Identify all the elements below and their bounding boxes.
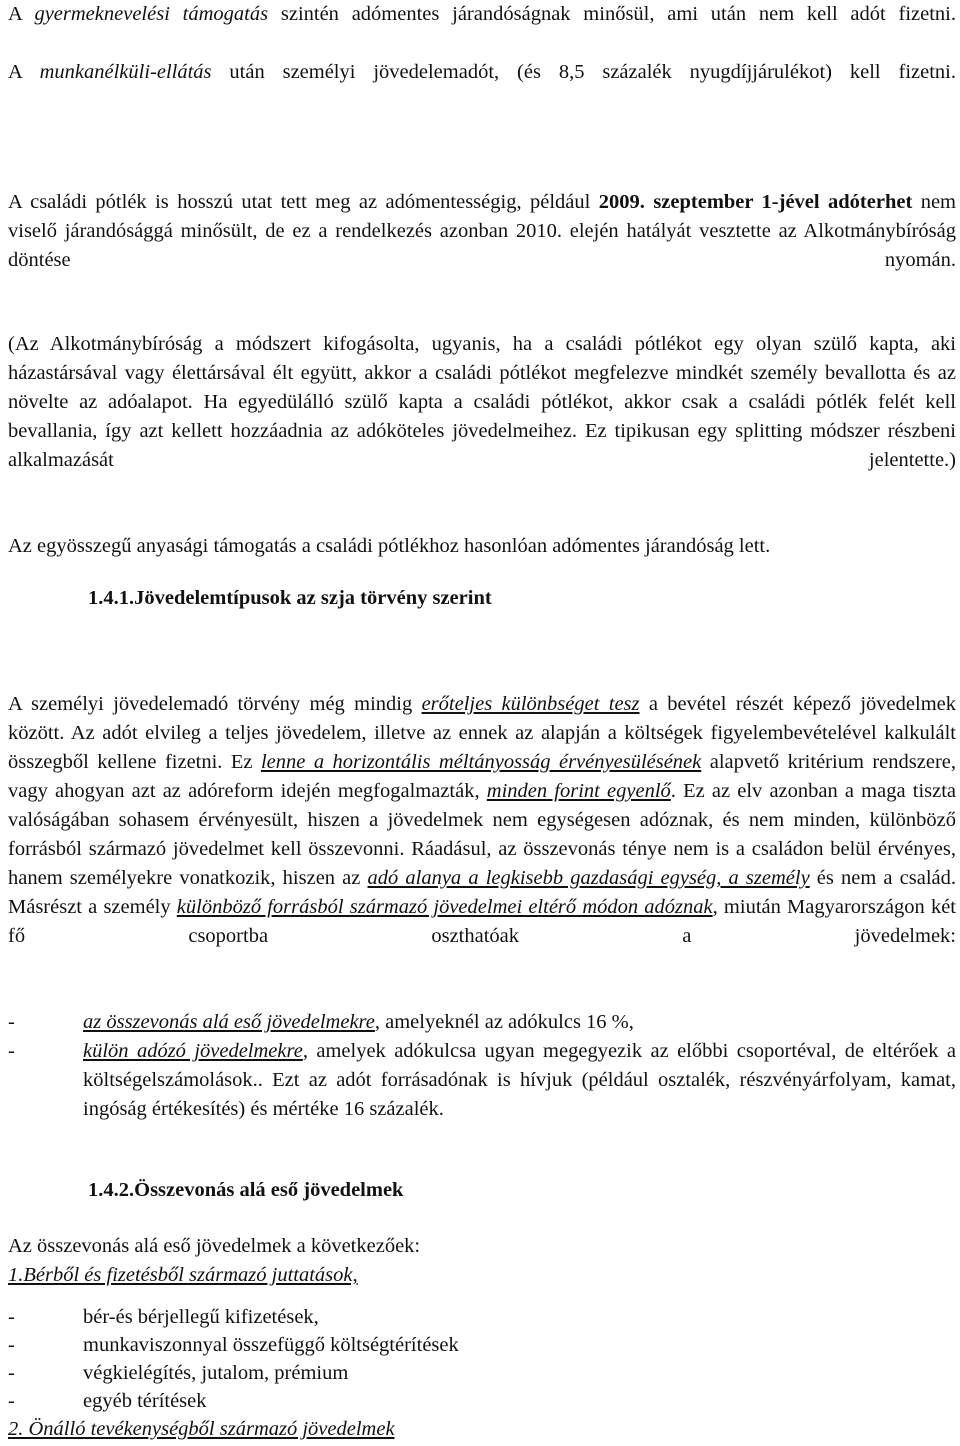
section-heading-1-4-2: 1.4.2.Összevonás alá eső jövedelmek: [88, 1179, 404, 1201]
text: alapvető kritérium rendszere, vagy ahogyan azt az adóreform idején megfogalmazták,: [8, 751, 956, 802]
text: , amelyeknél az adókulcs 16 %,: [374, 1011, 634, 1033]
emphasis-phrase: különböző forrásból származó jövedelmei eltérő módon adóznak: [176, 896, 713, 918]
paragraph-alkotmanybirosag: (Az Alkotmánybíróság a módszert kifogásolta, ugyanis, ha a családi pótlékot egy olyan szülő kapta, aki házastársával vagy élettársával élt együtt, akkor a családi pótlékot megfelezve mindkét személy bevallotta és az növelte az adóalapot. Ha egyedülálló szülő kapta a családi pótlékot, akkor csak a családi pótlék felét kell bevallania, így azt kellett hozzáadnia az adóköteles jövedelmeihez. Ez tipikusan egy splitting módszer részbeni alkalmazását jelentette.): [8, 333, 956, 471]
emphasis-phrase: minden forint egyenlő: [486, 780, 671, 802]
list-dash: -: [8, 1011, 15, 1033]
list-dash: -: [8, 1306, 15, 1328]
list-dash: -: [8, 1334, 15, 1356]
paragraph-osszevonas-intro: Az összevonás alá eső jövedelmek a következőek:: [8, 1235, 421, 1257]
list-dash: -: [8, 1362, 15, 1384]
text: után személyi jövedelemadót, (és 8,5 százalék nyugdíjjárulékot) kell fizetni.: [211, 61, 956, 83]
emphasis-term: munkanélküli-ellátás: [39, 61, 212, 83]
emphasis-phrase: az összevonás alá eső jövedelmekre: [83, 1011, 375, 1033]
section-heading-1-4-1: 1.4.1.Jövedelemtípusok az szja törvény szerint: [88, 587, 492, 609]
list-item-text: [83, 1037, 956, 1124]
paragraph-gyermeknevelesi: [8, 0, 956, 58]
paragraph-csaladi-potlek: [8, 188, 956, 304]
paragraph-anyasagi-tamogatas: Az egyösszegű anyasági támogatás a családi pótlékhoz hasonlóan adómentes járandóság lett.: [8, 535, 771, 557]
emphasis-phrase: lenne a horizontális méltányosság érvényesülésének: [260, 751, 702, 773]
emphasis-phrase: erőteljes különbséget tesz: [421, 693, 640, 715]
text: A családi pótlék is hosszú utat tett meg az adómentességig, például: [8, 191, 599, 213]
list-item-text: egyéb térítések: [83, 1390, 207, 1412]
list-item-text: végkielégítés, jutalom, prémium: [83, 1362, 349, 1384]
text: A: [8, 61, 40, 83]
list-item-text: bér-és bérjellegű kifizetések,: [83, 1306, 319, 1328]
subheading-onallo: 2. Önálló tevékenységből származó jövedelmek: [8, 1418, 395, 1440]
text: , amelyek adókulcsa ugyan megegyezik az előbbi csoportéval, de eltérőek a költségelszámolások.. Ezt az adót forrásadónak is hívjuk (például osztalék, részvényárfolyam, kamat, ingóság értékesítés) és mértéke 16 százalék.: [83, 1040, 956, 1120]
text: . Ez az elv azonban a maga tiszta valóságában sohasem érvényesült, hiszen a jövedelmek nem egységesen adóznak, és nem minden, különböző forrásból származó jövedelmet kell összevonni. Ráadásul, az összevonás ténye nem is a családon belül érvényes, hanem személyekre vonatkozik, hiszen az: [8, 780, 957, 889]
list-dash: -: [8, 1390, 15, 1412]
list-item-text: [83, 1008, 956, 1037]
text: A személyi jövedelemadó törvény még mindig: [8, 693, 422, 715]
text: a bevétel részét képező jövedelmek között. Az adót elvileg a teljes jövedelem, illetve az ennek az alapján a költségek figyelembevételével kalkulált összegből kellene fizetni. Ez: [8, 693, 956, 773]
list-item: [8, 1037, 956, 1153]
text: , miután Magyarországon két fő csoportba oszthatóak a jövedelmek:: [8, 896, 956, 947]
text: és nem a család. Másrészt a személy: [8, 867, 956, 918]
emphasis-phrase: külön adózó jövedelmekre: [83, 1040, 303, 1062]
paragraph-jovedelemtipusok: [8, 690, 956, 980]
text: nem viselő járandósággá minősült, de ez a rendelkezés azonban 2010. elején hatályát vesztette az Alkotmánybíróság döntése nyomán.: [8, 191, 956, 271]
emphasis-term: gyermeknevelési támogatás: [34, 3, 269, 25]
list-item-text: munkaviszonnyal összefüggő költségtérítések: [83, 1334, 459, 1356]
text: szintén adómentes járandóságnak minősül, ami után nem kell adót fizetni.: [268, 3, 956, 25]
emphasis-phrase: adó alanya a legkisebb gazdasági egység, a személy: [367, 867, 810, 889]
list-dash: -: [8, 1040, 15, 1062]
list-item: [8, 1008, 956, 1037]
subheading-berbol: 1.Bérből és fizetésből származó juttatások,: [8, 1264, 358, 1286]
bold-date: 2009. szeptember 1-jével adóterhet: [598, 191, 913, 213]
text: A: [8, 3, 35, 25]
paragraph-munkanelkuli: [8, 58, 956, 116]
